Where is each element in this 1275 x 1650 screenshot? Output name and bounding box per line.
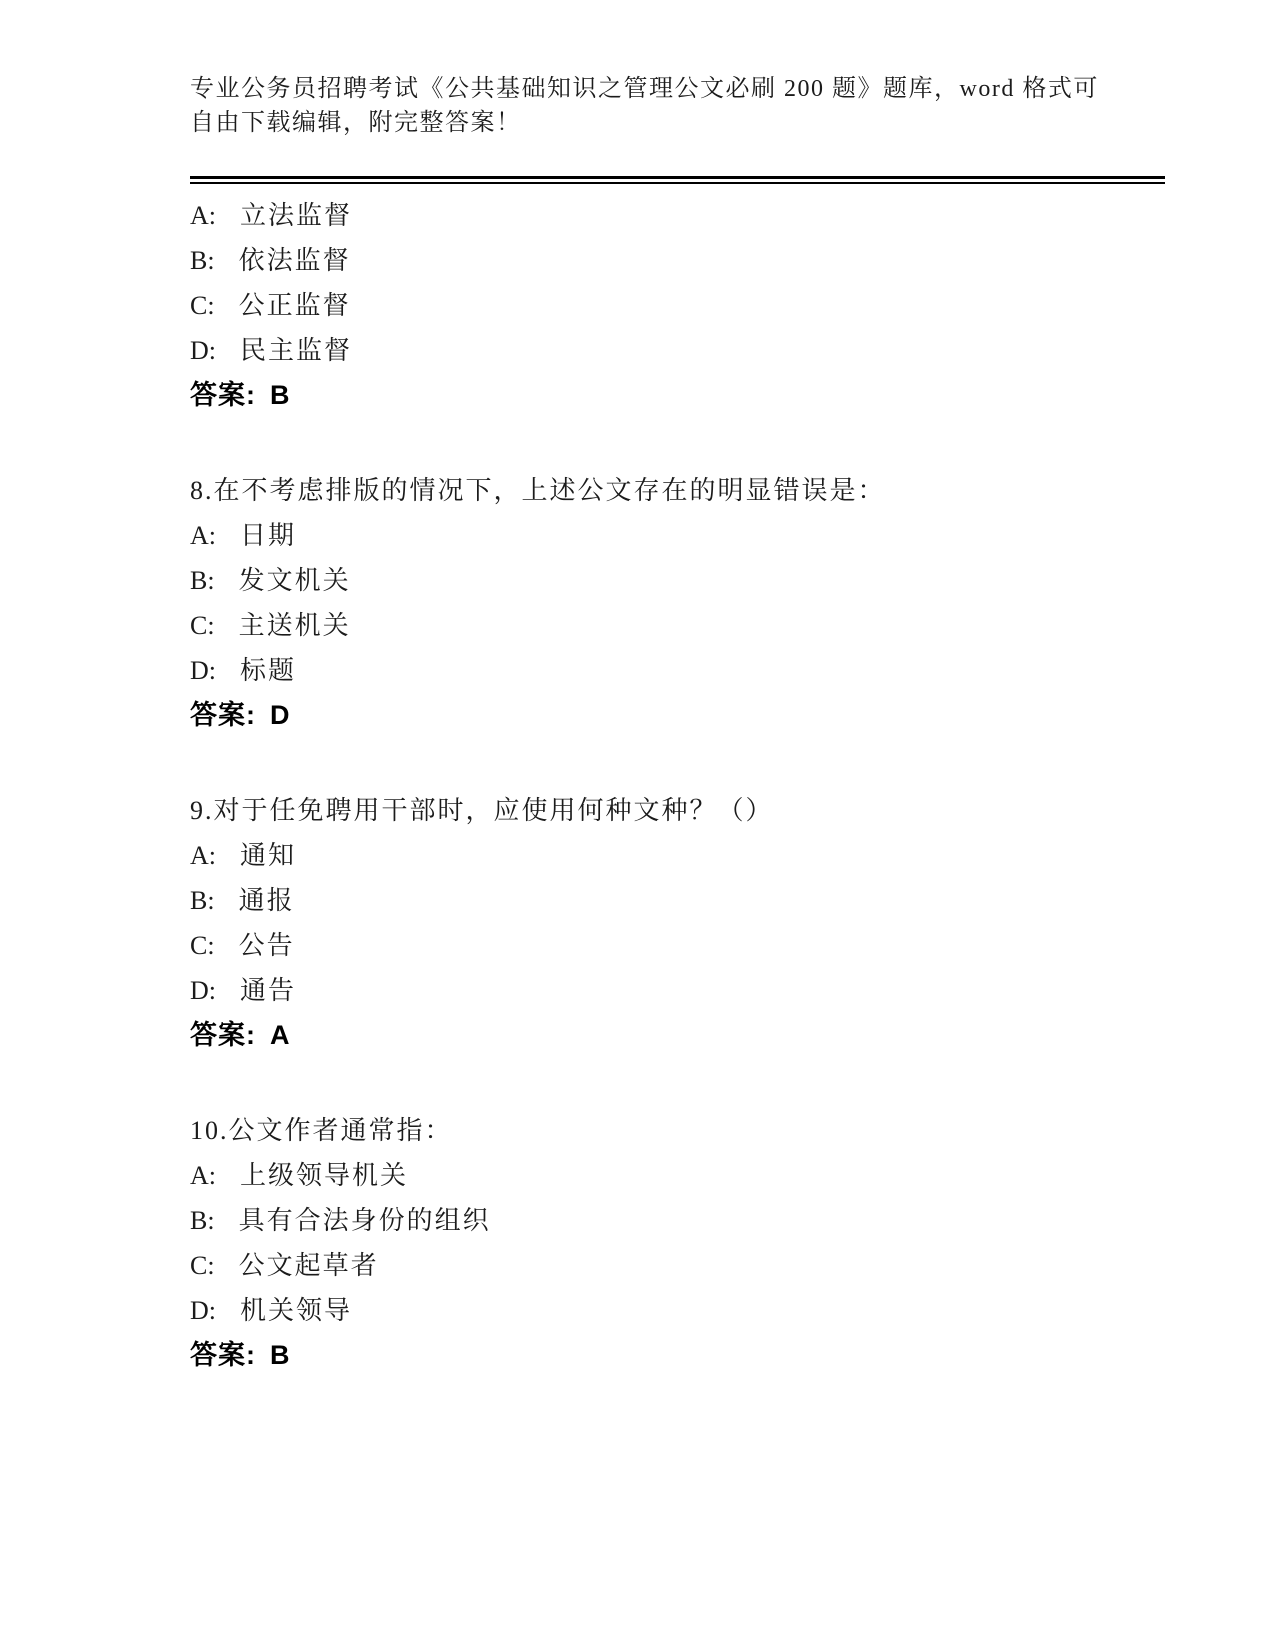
option-row-d xyxy=(190,328,1190,373)
option-text: 通告 xyxy=(240,976,297,1005)
option-key: D: xyxy=(190,1296,216,1325)
question-text: 10.公文作者通常指： xyxy=(190,1116,453,1145)
option-key: C: xyxy=(190,611,215,640)
header-title-line2: 自由下载编辑，附完整答案！ xyxy=(190,110,522,136)
question-text: 9.对于任免聘用干部时，应使用何种文种？（） xyxy=(190,796,774,825)
option-row-d xyxy=(190,648,1190,693)
option-text: 民主监督 xyxy=(240,336,353,365)
answer-label: 答案: xyxy=(190,700,256,730)
option-row-d xyxy=(190,1288,1190,1333)
option-key: A: xyxy=(190,841,216,870)
option-text: 公文起草者 xyxy=(238,1251,379,1280)
option-key: A: xyxy=(190,521,216,550)
option-row-b xyxy=(190,878,1190,923)
answer-value: A xyxy=(270,1020,291,1050)
header-title-line1: 专业公务员招聘考试《公共基础知识之管理公文必刷 200 题》题库，word 格式可 xyxy=(190,76,1099,102)
option-row-b xyxy=(190,238,1190,283)
option-text: 依法监督 xyxy=(238,246,351,275)
option-key: D: xyxy=(190,656,216,685)
answer-label: 答案: xyxy=(190,1020,256,1050)
option-key: C: xyxy=(190,1251,215,1280)
option-key: C: xyxy=(190,931,215,960)
option-row-c xyxy=(190,1243,1190,1288)
question-block xyxy=(190,193,1190,418)
answer-line xyxy=(190,1333,1190,1378)
answer-value: D xyxy=(270,700,291,730)
answer-line xyxy=(190,693,1190,738)
question-block xyxy=(190,788,1190,1058)
option-text: 日期 xyxy=(240,521,297,550)
page-header xyxy=(190,72,1165,140)
option-key: A: xyxy=(190,1161,216,1190)
answer-value: B xyxy=(270,380,291,410)
option-row-c xyxy=(190,923,1190,968)
option-text: 发文机关 xyxy=(238,566,351,595)
option-row-b xyxy=(190,558,1190,603)
option-row-b xyxy=(190,1198,1190,1243)
answer-line xyxy=(190,373,1190,418)
option-text: 主送机关 xyxy=(238,611,351,640)
option-text: 标题 xyxy=(240,656,297,685)
answer-value: B xyxy=(270,1340,291,1370)
option-text: 公正监督 xyxy=(238,291,351,320)
option-text: 通知 xyxy=(240,841,297,870)
option-row-c xyxy=(190,283,1190,328)
option-text: 立法监督 xyxy=(240,201,353,230)
answer-label: 答案: xyxy=(190,1340,256,1370)
answer-label: 答案: xyxy=(190,380,256,410)
option-text: 具有合法身份的组织 xyxy=(238,1206,491,1235)
question-list xyxy=(190,193,1190,1428)
header-divider xyxy=(190,176,1165,184)
option-key: C: xyxy=(190,291,215,320)
option-text: 通报 xyxy=(238,886,295,915)
option-row-c xyxy=(190,603,1190,648)
option-text: 公告 xyxy=(238,931,295,960)
option-key: D: xyxy=(190,976,216,1005)
option-text: 机关领导 xyxy=(240,1296,353,1325)
option-row-a xyxy=(190,1153,1190,1198)
option-key: B: xyxy=(190,886,215,915)
option-key: B: xyxy=(190,566,215,595)
question-block xyxy=(190,468,1190,738)
option-key: B: xyxy=(190,246,215,275)
option-row-a xyxy=(190,193,1190,238)
option-row-a xyxy=(190,513,1190,558)
question-text: 8.在不考虑排版的情况下，上述公文存在的明显错误是： xyxy=(190,476,886,505)
option-row-a xyxy=(190,833,1190,878)
question-block xyxy=(190,1108,1190,1378)
option-text: 上级领导机关 xyxy=(240,1161,409,1190)
option-key: A: xyxy=(190,201,216,230)
option-row-d xyxy=(190,968,1190,1013)
option-key: B: xyxy=(190,1206,215,1235)
header-divider-thin-line xyxy=(190,182,1165,184)
option-key: D: xyxy=(190,336,216,365)
answer-line xyxy=(190,1013,1190,1058)
